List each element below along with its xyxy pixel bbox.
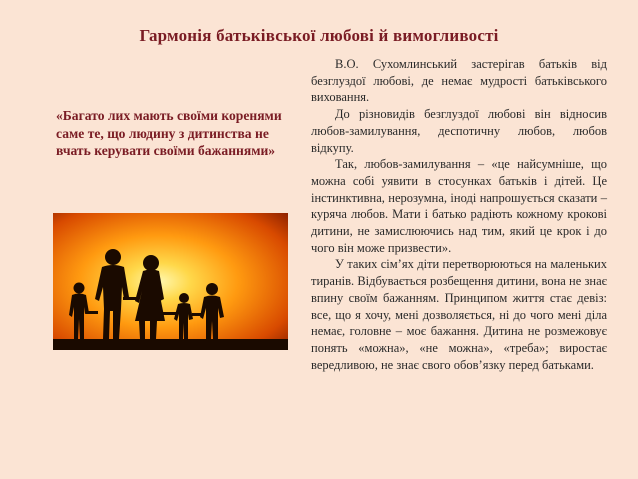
slide-title: Гармонія батьківської любові й вимогливості [139, 26, 499, 45]
paragraph-3: Так, любов-замилування – «це найсумніше, що можна собі уявити в стосунках батьків і дітей. Це інстинктивна, нерозумна, іноді напрошується сказати – куряча любов. Мати і батько радіють кожному крокові дитини, не замислюючись над тим, який це крок і до чого він може призвести». [311, 157, 607, 255]
family-sunset-image [53, 213, 288, 350]
family-silhouette-picture [53, 213, 288, 350]
paragraph-4: У таких сім’ях діти перетворюються на маленьких тиранів. Відбувається розбещення дитини, вона не знає впину своїм бажанням. Принципом життя стає девіз: все, що я хочу, мені дозволяється, ні до чого мені діла немає, головне – моє бажання. Дитина не розмежовує понять «можна», «не можна», «треба»; виростає вередливою, не знає свого обов’язку перед батьками. [311, 257, 607, 372]
paragraph-2: До різновидів безглуздої любові він відносив любов-замилування, деспотичну любов, любов відкупу. [311, 107, 607, 155]
quote-text: «Багато лих мають своїми коренями саме те, що людину з дитинства не вчать керувати своїми бажаннями» [56, 108, 282, 158]
body-text [311, 56, 607, 373]
paragraph-1: В.О. Сухомлинський застерігав батьків від безглуздої любові, де немає мудрості батьківського виховання. [311, 57, 607, 105]
